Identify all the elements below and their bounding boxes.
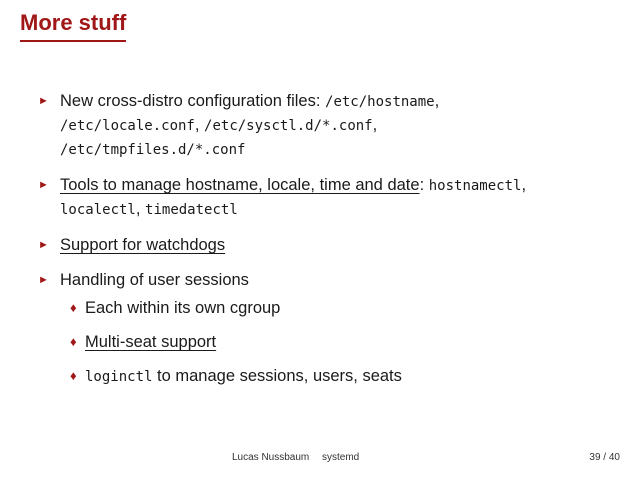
code-text: timedatectl	[145, 202, 238, 218]
triangle-bullet-icon: ►	[38, 95, 49, 107]
footer-title: systemd	[322, 452, 360, 463]
triangle-bullet-icon: ►	[38, 239, 49, 251]
sub-item-text: to manage sessions, users, seats	[152, 367, 402, 385]
separator: :	[419, 176, 429, 194]
slide-title: More stuff	[20, 10, 126, 42]
multi-seat-link[interactable]: Multi-seat support	[85, 333, 217, 351]
code-text: hostnamectl	[428, 178, 522, 194]
list-item	[38, 269, 618, 389]
footer-author: Lucas Nussbaum	[232, 452, 310, 463]
list-item	[38, 174, 618, 222]
page-number: 39 / 40	[589, 452, 620, 463]
separator: ,	[135, 200, 146, 218]
item-text: New cross-distro configuration files:	[60, 92, 326, 110]
diamond-bullet-icon: ♦	[70, 334, 77, 349]
code-text: /etc/sysctl.d/*.conf	[204, 118, 373, 134]
sub-list-item	[60, 364, 618, 389]
separator: ,	[372, 116, 378, 134]
sub-list-item	[60, 296, 618, 320]
diamond-bullet-icon: ♦	[70, 368, 77, 383]
triangle-bullet-icon: ►	[38, 274, 49, 286]
separator: ,	[434, 92, 440, 110]
sub-list-item	[60, 330, 618, 354]
code-text: localectl	[60, 202, 136, 218]
code-text: loginctl	[85, 369, 153, 385]
sub-list	[60, 296, 618, 389]
separator: ,	[521, 176, 527, 194]
bullet-list	[38, 90, 618, 401]
sub-item-text: Each within its own cgroup	[85, 299, 281, 317]
tools-link[interactable]: Tools to manage hostname, locale, time and date	[60, 176, 420, 194]
code-text: /etc/hostname	[325, 94, 435, 110]
list-item	[38, 234, 618, 257]
separator: ,	[194, 116, 205, 134]
item-text: Handling of user sessions	[60, 271, 249, 289]
diamond-bullet-icon: ♦	[70, 300, 77, 315]
code-text: /etc/locale.conf	[60, 118, 195, 134]
code-text: /etc/tmpfiles.d/*.conf	[60, 142, 246, 158]
watchdogs-link[interactable]: Support for watchdogs	[60, 236, 226, 254]
list-item	[38, 90, 618, 162]
triangle-bullet-icon: ►	[38, 179, 49, 191]
